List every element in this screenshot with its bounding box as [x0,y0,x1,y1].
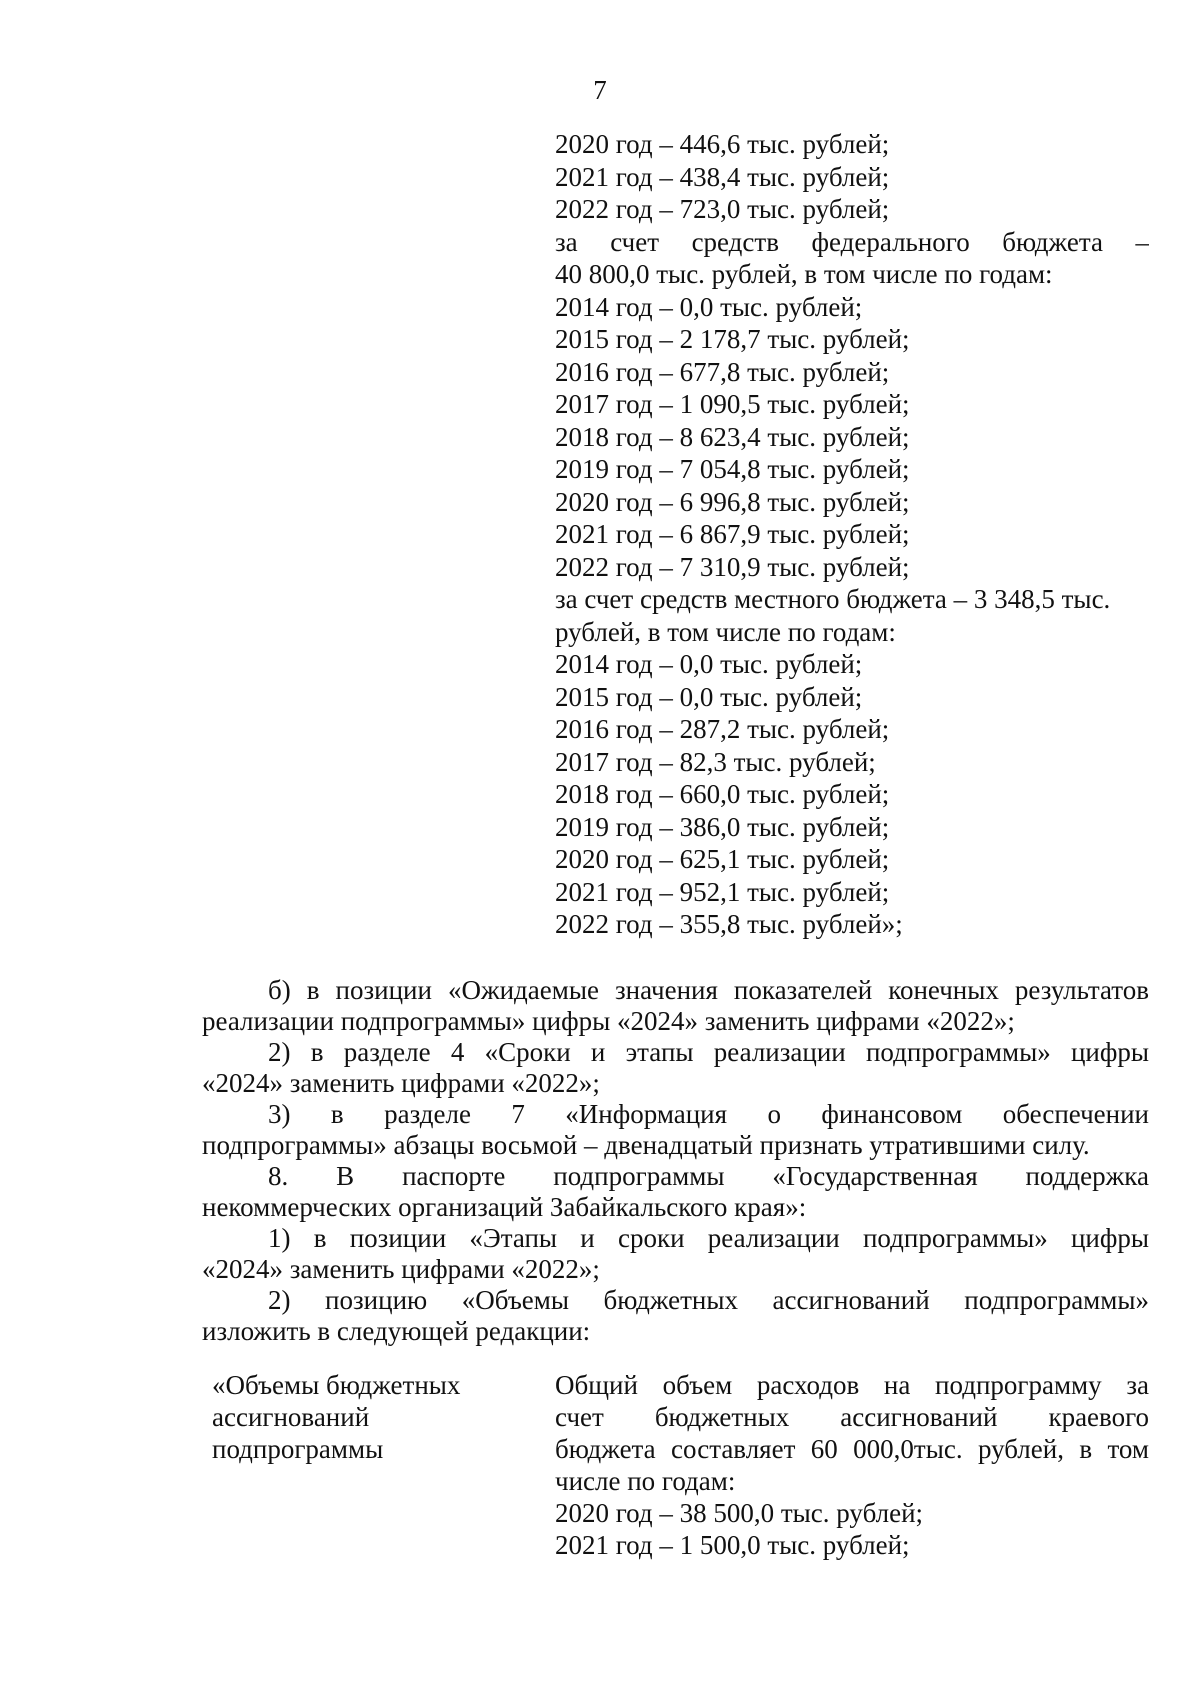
federal-heading-line: 40 800,0 тыс. рублей, в том числе по годам: [555,259,1053,289]
text-line: 2021 год – 438,4 тыс. рублей; [555,161,890,192]
table-value-line: Общий объем расходов на подпрограмму за [555,1370,1149,1400]
table-value-line: числе по годам: [555,1466,736,1496]
text-line: 2022 год – 723,0 тыс. рублей; [555,194,890,224]
body-text [202,975,1149,1347]
federal-year-line: 2014 год – 0,0 тыс. рублей; [555,291,863,322]
local-heading-line: за счет средств местного бюджета – 3 348,5 тыс. [555,584,1111,614]
local-year-line: 2019 год – 386,0 тыс. рублей; [555,811,890,842]
table-value-line: бюджета составляет 60 000,0тыс. рублей, в том [555,1434,1149,1464]
paragraph-first-line: 3) в разделе 7 «Информация о финансовом обеспечении [268,1099,1149,1129]
table-value-line: 2021 год – 1 500,0 тыс. рублей; [555,1530,910,1560]
paragraph-last-line: подпрограммы» абзацы восьмой – двенадцатый признать утратившими силу. [202,1130,1090,1160]
local-year-line: 2018 год – 660,0 тыс. рублей; [555,779,890,809]
paragraph [202,1099,1149,1161]
federal-year-line: 2020 год – 6 996,8 тыс. рублей; [555,486,910,517]
funding-column [555,128,1149,941]
local-year-line: 2020 год – 625,1 тыс. рублей; [555,844,890,874]
local-year-line: 2015 год – 0,0 тыс. рублей; [555,681,863,712]
table-label-line: подпрограммы [212,1434,384,1464]
local-year-line: 2014 год – 0,0 тыс. рублей; [555,649,863,679]
paragraph [202,1223,1149,1285]
federal-heading-line: за счет средств федерального бюджета – [555,226,1149,257]
table-label-line: ассигнований [212,1402,370,1432]
paragraph-first-line: б) в позиции «Ожидаемые значения показателей конечных результатов [268,975,1149,1005]
local-year-line: 2022 год – 355,8 тыс. рублей»; [555,909,903,939]
local-year-line: 2021 год – 952,1 тыс. рублей; [555,876,890,907]
paragraph-last-line: «2024» заменить цифрами «2022»; [202,1254,600,1284]
paragraph-first-line: 1) в позиции «Этапы и сроки реализации подпрограммы» цифры [268,1223,1149,1253]
paragraph-last-line: некоммерческих организаций Забайкальского края»: [202,1192,807,1222]
table-value-line: счет бюджетных ассигнований краевого [555,1402,1149,1432]
table-label-cell [212,1369,542,1465]
paragraph [202,1037,1149,1099]
table-value-cell [555,1369,1149,1561]
federal-year-line: 2022 год – 7 310,9 тыс. рублей; [555,551,910,582]
local-heading-line: рублей, в том числе по годам: [555,616,896,647]
paragraph [202,975,1149,1037]
paragraph [202,1161,1149,1223]
federal-year-line: 2019 год – 7 054,8 тыс. рублей; [555,454,910,484]
local-year-line: 2016 год – 287,2 тыс. рублей; [555,714,890,744]
federal-year-line: 2021 год – 6 867,9 тыс. рублей; [555,519,910,549]
federal-year-line: 2017 год – 1 090,5 тыс. рублей; [555,389,910,419]
text-line: 2020 год – 446,6 тыс. рублей; [555,129,890,159]
page-number: 7 [593,75,607,105]
paragraph-first-line: 8. В паспорте подпрограммы «Государственная поддержка [268,1161,1149,1191]
paragraph-last-line: реализации подпрограммы» цифры «2024» заменить цифрами «2022»; [202,1006,1015,1036]
federal-year-line: 2015 год – 2 178,7 тыс. рублей; [555,324,910,354]
paragraph-first-line: 2) в разделе 4 «Сроки и этапы реализации подпрограммы» цифры [268,1037,1149,1067]
federal-year-line: 2018 год – 8 623,4 тыс. рублей; [555,421,910,452]
table-value-line: 2020 год – 38 500,0 тыс. рублей; [555,1498,924,1528]
paragraph-first-line: 2) позицию «Объемы бюджетных ассигнований подпрограммы» [268,1285,1149,1315]
table-label-line: «Объемы бюджетных [212,1370,461,1400]
federal-year-line: 2016 год – 677,8 тыс. рублей; [555,356,890,387]
local-year-line: 2017 год – 82,3 тыс. рублей; [555,746,876,777]
paragraph-last-line: «2024» заменить цифрами «2022»; [202,1068,600,1098]
paragraph [202,1285,1149,1347]
paragraph-last-line: изложить в следующей редакции: [202,1316,591,1346]
